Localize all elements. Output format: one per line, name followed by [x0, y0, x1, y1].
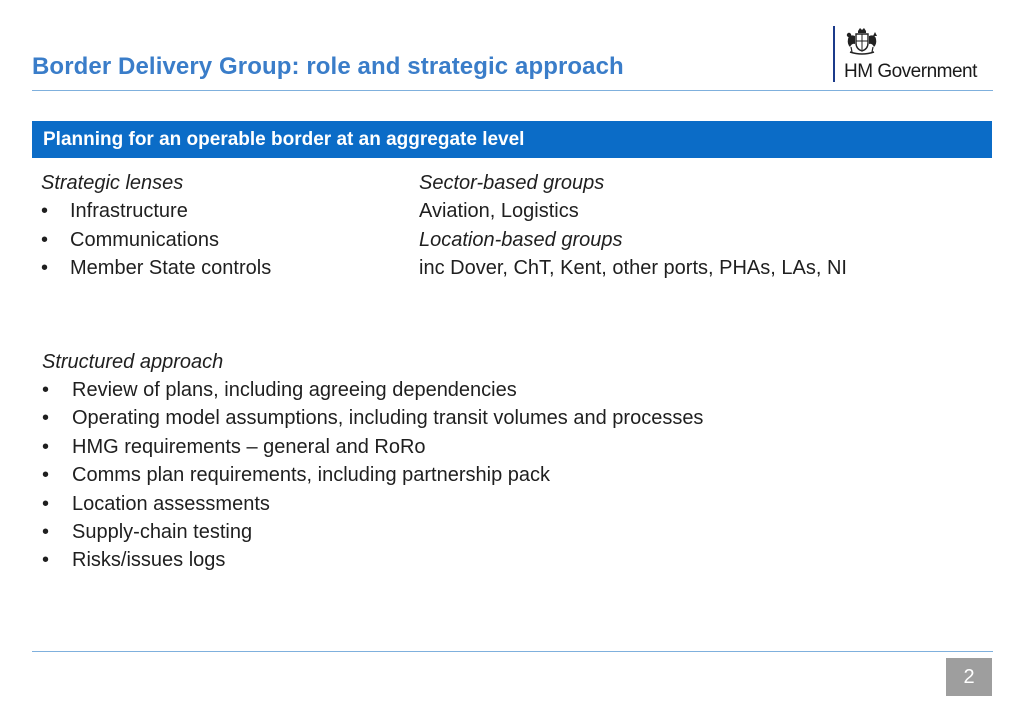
slide-title: Border Delivery Group: role and strategic approach — [32, 53, 624, 80]
bullet-icon: • — [42, 464, 50, 486]
bullet-icon: • — [42, 436, 50, 458]
list-item-label: Member State controls — [70, 257, 272, 279]
list-item-label: Operating model assumptions, including transit volumes and processes — [72, 407, 704, 429]
header-divider — [32, 90, 993, 91]
list-item-label: Infrastructure — [70, 200, 188, 222]
list-item-label: HMG requirements – general and RoRo — [72, 436, 426, 458]
bullet-icon: • — [42, 493, 50, 515]
bullet-icon: • — [41, 200, 49, 222]
structured-approach-heading: Structured approach — [42, 351, 224, 373]
list-item-label: Location assessments — [72, 493, 270, 515]
location-based-groups-text: inc Dover, ChT, Kent, other ports, PHAs, LAs, NI — [419, 257, 847, 279]
list-item-label: Communications — [70, 229, 219, 251]
list-item-label: Review of plans, including agreeing dependencies — [72, 379, 517, 401]
list-item-label: Risks/issues logs — [72, 549, 226, 571]
location-based-groups-heading: Location-based groups — [419, 229, 623, 251]
royal-crest-icon — [843, 27, 881, 57]
bullet-icon: • — [41, 229, 49, 251]
section-banner — [32, 121, 992, 158]
sector-based-groups-text: Aviation, Logistics — [419, 200, 579, 222]
logo-divider-bar — [833, 26, 835, 82]
bullet-icon: • — [42, 549, 50, 571]
hm-government-logo — [833, 26, 995, 82]
bullet-icon: • — [42, 521, 50, 543]
bullet-icon: • — [42, 379, 50, 401]
list-item-label: Supply-chain testing — [72, 521, 253, 543]
strategic-lenses-heading: Strategic lenses — [41, 172, 184, 194]
list-item-label: Comms plan requirements, including partnership pack — [72, 464, 551, 486]
page-number: 2 — [946, 658, 992, 696]
bullet-icon: • — [41, 257, 49, 279]
banner-heading: Planning for an operable border at an aggregate level — [43, 129, 525, 150]
bullet-icon: • — [42, 407, 50, 429]
sector-based-groups-heading: Sector-based groups — [419, 172, 605, 194]
footer-divider — [32, 651, 993, 652]
logo-text: HM Government — [844, 61, 977, 82]
